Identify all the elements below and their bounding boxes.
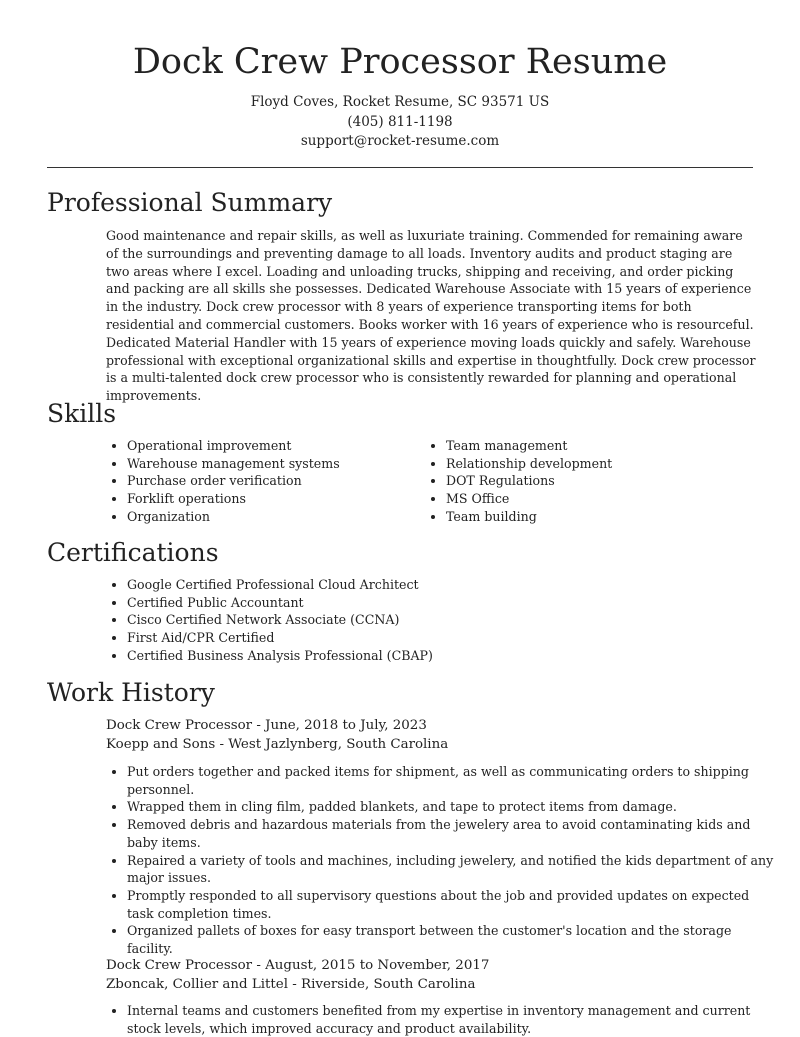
skills-list-left [106, 437, 417, 526]
job-1-company-line [106, 735, 448, 754]
list-item: • Google Certified Professional Cloud Architect [127, 576, 767, 594]
separator: - [288, 977, 302, 992]
list-item: • MS Office [446, 490, 766, 508]
section-heading-summary: Professional Summary [47, 188, 333, 217]
job-dates: June, 2018 to July, 2023 [265, 718, 427, 733]
list-item: • Organized pallets of boxes for easy transport between the customer's location and the storage facility. [127, 922, 775, 957]
job-2-bullets [106, 1002, 775, 1037]
contact-address: Floyd Coves, Rocket Resume, SC 93571 US [250, 94, 550, 110]
job-dates: August, 2015 to November, 2017 [265, 958, 490, 973]
job-title: Dock Crew Processor [106, 718, 253, 733]
list-item: • DOT Regulations [446, 472, 766, 490]
list-item: • First Aid/CPR Certified [127, 629, 767, 647]
list-item: • Warehouse management systems [127, 455, 417, 473]
job-2-company-line [106, 975, 475, 994]
job-location: West Jazlynberg, South Carolina [228, 737, 449, 752]
job-2-title-line [106, 956, 489, 975]
job-1-title-line [106, 716, 427, 735]
list-item: • Cisco Certified Network Associate (CCNA) [127, 611, 767, 629]
job-company: Zboncak, Collier and Littel [106, 977, 288, 992]
section-heading-skills: Skills [47, 399, 117, 428]
skills-list-right [425, 437, 766, 526]
contact-phone: (405) 811-1198 [347, 113, 453, 130]
contact-block [0, 93, 800, 152]
section-heading-work-history: Work History [47, 678, 215, 707]
list-item: • Certified Public Accountant [127, 594, 767, 612]
job-1-bullets [106, 763, 775, 958]
separator: - [252, 718, 266, 733]
separator: - [215, 737, 229, 752]
list-item: • Put orders together and packed items for shipment, as well as communicating orders to shipping personnel. [127, 763, 775, 798]
list-item: • Repaired a variety of tools and machines, including jewelery, and notified the kids department of any major issues. [127, 852, 775, 887]
job-title: Dock Crew Processor [106, 958, 253, 973]
list-item: • Organization [127, 508, 417, 526]
job-company: Koepp and Sons [106, 737, 216, 752]
separator: - [252, 958, 266, 973]
section-heading-certifications: Certifications [47, 538, 219, 567]
list-item: • Wrapped them in cling film, padded blankets, and tape to protect items from damage. [127, 798, 775, 816]
list-item: • Relationship development [446, 455, 766, 473]
list-item: • Forklift operations [127, 490, 417, 508]
list-item: • Purchase order verification [127, 472, 417, 490]
certifications-list [106, 576, 767, 665]
list-item: • Team building [446, 508, 766, 526]
list-item: • Internal teams and customers benefited from my expertise in inventory management and current stock levels, which improved accuracy and product availability. [127, 1002, 775, 1037]
list-item: • Promptly responded to all supervisory questions about the job and provided updates on expected task completion times. [127, 887, 775, 922]
job-location: Riverside, South Carolina [301, 977, 476, 992]
list-item: • Operational improvement [127, 437, 417, 455]
contact-email: support@rocket-resume.com [300, 133, 500, 149]
list-item: • Removed debris and hazardous materials from the jewelery area to avoid contaminating kids and baby items. [127, 816, 775, 851]
list-item: • Certified Business Analysis Professional (CBAP) [127, 647, 767, 665]
list-item: • Team management [446, 437, 766, 455]
resume-title: Dock Crew Processor Resume [132, 42, 668, 82]
summary-text: Good maintenance and repair skills, as well as luxuriate training. Commended for remaining aware of the surroundings and preventing damage to all loads. Inventory audits and product staging are two areas where I excel. Loading and unloading trucks, shipping and receiving, and order picking and packing are all skills she possesses. Dedicated Warehouse Associate with 15 years of experience in the industry. Dock crew processor with 8 years of experience transporting items for both residential and commercial customers. Books worker with 16 years of experience who is resourceful. Dedicated Material Handler with 15 years of experience moving loads quickly and safely. Warehouse professional with exceptional organizational skills and expertise in thoughtfully. Dock crew processor is a multi-talented dock crew processor who is consistently rewarded for planning and operational improvements. [106, 228, 756, 404]
header-divider [47, 167, 753, 168]
